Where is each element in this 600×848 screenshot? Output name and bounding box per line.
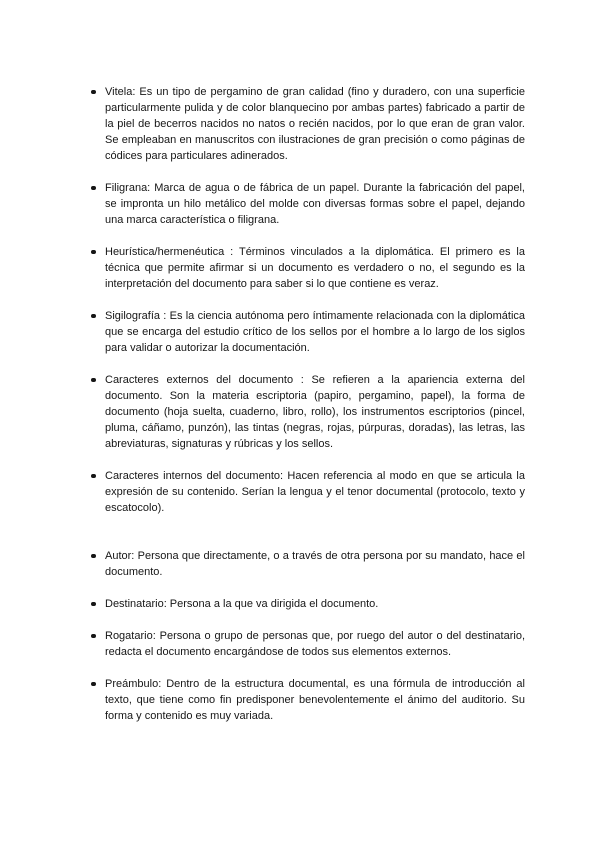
glossary-item-text: Heurística/hermenéutica : Términos vinculados a la diplomática. El primero es la técnica que permite afirmar si un documento es verdadero o no, el segundo es la interpretación del documento para saber si lo que contiene es veraz.: [105, 246, 525, 290]
bullet-icon: [91, 90, 96, 95]
glossary-item-sigilografia: [90, 308, 525, 356]
glossary-item-text: Filigrana: Marca de agua o de fábrica de un papel. Durante la fabricación del papel, se impronta un hilo metálico del molde con diversas formas sobre el papel, dejando una marca característica o filigrana.: [105, 182, 525, 226]
glossary-item-caracteres-internos: [90, 468, 525, 516]
glossary-item-text: Sigilografía : Es la ciencia autónoma pero íntimamente relacionada con la diplomática que se encarga del estudio crítico de los sellos por el hombre a lo largo de los siglos para validar o autorizar la documentación.: [105, 310, 525, 354]
bullet-icon: [91, 634, 96, 639]
glossary-item-text: Vitela: Es un tipo de pergamino de gran calidad (fino y duradero, con una superficie particularmente pulida y de color blanquecino por ambas partes) fabricado a partir de la piel de becerros nacidos no natos o recién nacidos, por lo que eran de gran valor. Se empleaban en manuscritos con ilustraciones de gran precisión o como páginas de códices para particulares adinerados.: [105, 86, 525, 162]
glossary-item-text: Caracteres externos del documento : Se refieren a la apariencia externa del documento. Son la materia escriptoria (papiro, pergamino, papel), la forma de documento (hoja suelta, cuaderno, libro, rollo), los instrumentos escriptorios (pincel, pluma, cáñamo, punzón), las tintas (negras, rojas, púrpuras, doradas), las letras, las abreviaturas, signaturas y rúbricas y los sellos.: [105, 374, 525, 450]
bullet-icon: [91, 682, 96, 687]
glossary-item-vitela: [90, 84, 525, 164]
bullet-icon: [91, 250, 96, 255]
glossary-item-text: Rogatario: Persona o grupo de personas que, por ruego del autor o del destinatario, redacta el documento encargándose de todos sus elementos externos.: [105, 630, 525, 658]
glossary-item-filigrana: [90, 180, 525, 228]
glossary-item-caracteres-externos: [90, 372, 525, 452]
glossary-item-text: Autor: Persona que directamente, o a través de otra persona por su mandato, hace el documento.: [105, 550, 525, 578]
bullet-icon: [91, 554, 96, 559]
glossary-item-destinatario: [90, 596, 525, 612]
glossary-item-preambulo: [90, 676, 525, 724]
bullet-icon: [91, 602, 96, 607]
bullet-icon: [91, 474, 96, 479]
glossary-item-text: Destinatario: Persona a la que va dirigida el documento.: [105, 598, 379, 610]
bullet-icon: [91, 378, 96, 383]
glossary-item-rogatario: [90, 628, 525, 660]
glossary-item-heuristica-hermeneutica: [90, 244, 525, 292]
bullet-icon: [91, 186, 96, 191]
bullet-icon: [91, 314, 96, 319]
glossary-list: [90, 84, 525, 724]
glossary-item-text: Caracteres internos del documento: Hacen referencia al modo en que se articula la expresión de su contenido. Serían la lengua y el tenor documental (protocolo, texto y escatocolo).: [105, 470, 525, 514]
glossary-item-text: Preámbulo: Dentro de la estructura documental, es una fórmula de introducción al texto, que tiene como fin predisponer benevolentemente el ánimo del auditorio. Su forma y contenido es muy variada.: [105, 678, 525, 722]
glossary-item-autor: [90, 548, 525, 580]
